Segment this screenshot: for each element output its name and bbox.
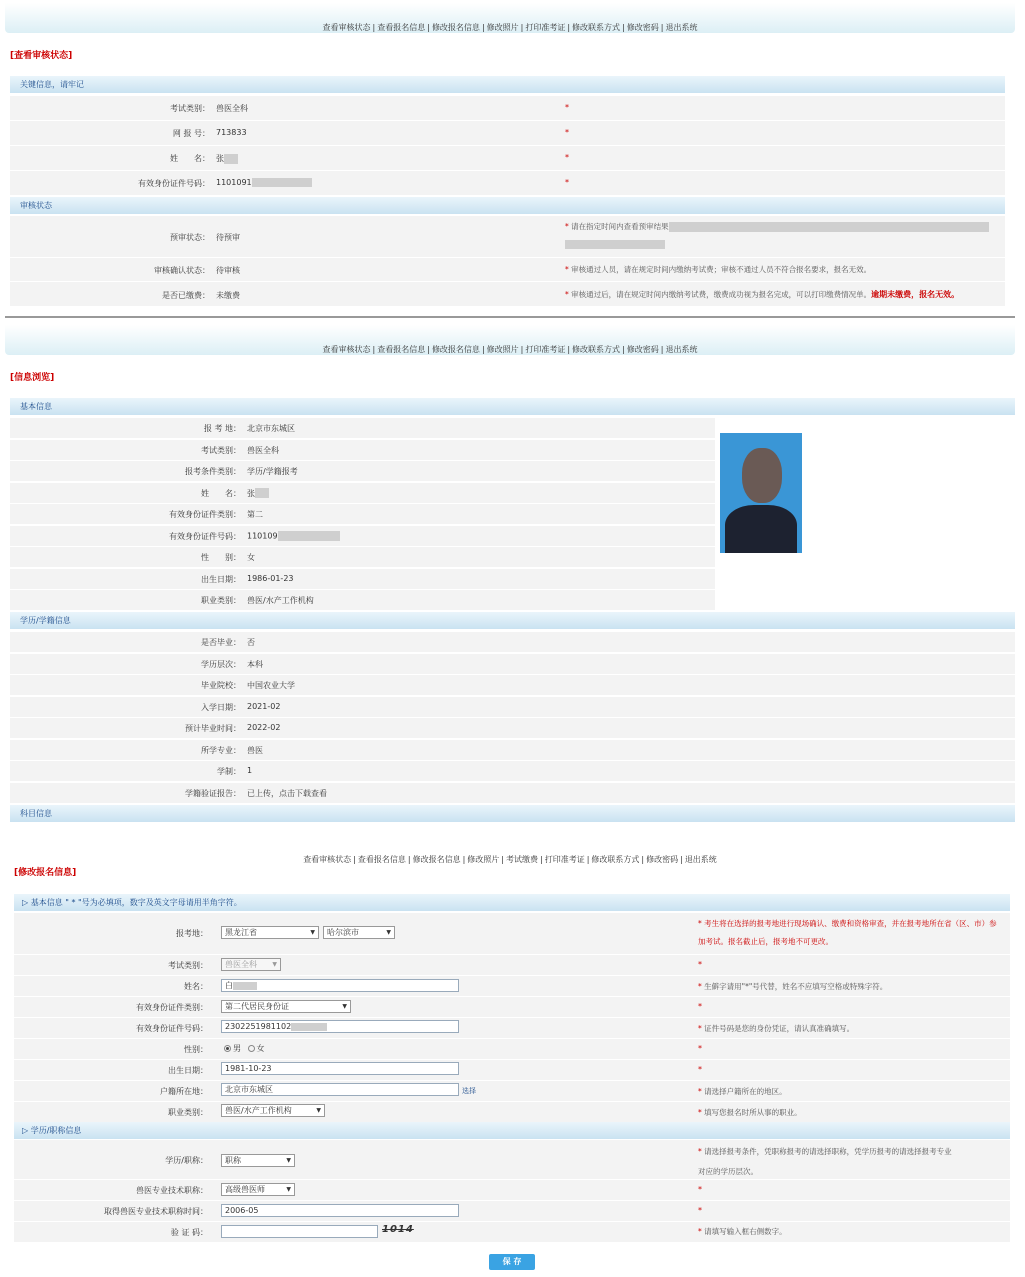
nav-link[interactable]: 查看审核状态: [322, 23, 371, 32]
netno-value: 713833: [216, 128, 247, 137]
captcha-note: [698, 1224, 787, 1240]
info-label: 毕业院校：: [201, 681, 241, 690]
info-value-text: 兽医: [247, 745, 263, 755]
required-mark: *: [698, 960, 702, 969]
nav-link[interactable]: 修改报名信息: [412, 855, 461, 864]
nav-separator: |: [586, 855, 590, 864]
nav-separator: |: [567, 345, 571, 354]
info-value: [247, 745, 263, 756]
job-select[interactable]: [221, 1104, 325, 1117]
required-mark: *: [698, 1065, 702, 1074]
play-icon: ▷: [22, 898, 31, 907]
page-title: [修改报名信息]: [14, 868, 77, 878]
city-select[interactable]: [323, 926, 395, 939]
section-audit-status: 审核状态: [10, 197, 1005, 214]
confirm-note-text: 审核通过人员，请在规定时间内缴纳考试费；审核不通过人员不符合报名要求，报名无效。: [571, 265, 872, 274]
id-label: 有效身份证件号码：: [138, 179, 210, 188]
info-label: 学历层次：: [201, 659, 241, 669]
info-value-text: 中国农业大学: [247, 681, 295, 690]
info-value-text: 北京市东城区: [247, 424, 295, 433]
vettitle-label: 兽医专业技术职称：: [136, 1186, 208, 1195]
pre-note-text: 请在指定时间内查看预审结果: [571, 222, 669, 231]
info-label: 学制：: [217, 767, 241, 776]
info-label: 预计毕业时间：: [185, 724, 241, 733]
male-radio[interactable]: [224, 1045, 231, 1052]
chevron-down-icon: ▼: [272, 961, 277, 968]
info-value: [247, 595, 314, 606]
nav-link[interactable]: 退出系统: [665, 23, 698, 32]
divider: [5, 316, 1015, 318]
info-value: [247, 659, 263, 670]
confirm-label: 审核确认状态：: [154, 266, 210, 275]
idno-note: [698, 1021, 854, 1037]
required-mark: *: [565, 178, 569, 187]
page-title: [信息浏览]: [10, 373, 55, 383]
nav-link[interactable]: 修改报名信息: [431, 345, 480, 354]
birth-input[interactable]: 1981-10-23: [221, 1062, 459, 1075]
top-nav: [5, 325, 1015, 355]
nav-link[interactable]: 修改照片: [486, 23, 519, 32]
female-radio[interactable]: [248, 1045, 255, 1052]
redacted-blur: [291, 1023, 327, 1031]
nav-separator: |: [372, 345, 376, 354]
edu-note-text2: 对应的学历层次。: [698, 1167, 758, 1176]
pre-audit-note: [565, 219, 989, 235]
region-note-text: 考生将在选择的报考地进行现场确认、缴费和资格审查，并在报考地所在省（区、市）参加考试。报名截止后，报考地不可更改。: [698, 919, 997, 946]
region-label: 报考地：: [176, 929, 208, 938]
nav-separator: |: [641, 855, 645, 864]
nav-separator: |: [501, 855, 504, 864]
name-text: 张: [216, 154, 224, 163]
idtype-label: 有效身份证件类别：: [136, 1003, 208, 1012]
info-value-text: 兽医/水产工作机构: [247, 596, 314, 605]
section-basic-info: 基本信息: [10, 398, 1015, 415]
section-key-info: 关键信息，请牢记: [10, 76, 1005, 93]
vettitle-value: 高级兽医师: [225, 1185, 265, 1194]
info-value-text: 本科: [247, 659, 263, 669]
nav-link[interactable]: 查看审核状态: [303, 855, 352, 864]
edu-note-text1: 请选择报考条件，凭职称报考的请选择职称，凭学历报考的请选择报考专业: [704, 1147, 952, 1156]
audit-status-panel: [0, 0, 1025, 320]
paid-value: 未缴费: [216, 291, 240, 300]
info-label: 有效身份证件类别：: [169, 510, 241, 519]
job-note-text: 填写您报名时所从事的职业。: [704, 1108, 802, 1117]
paid-note-text: 审核通过后，请在规定时间内缴纳考试费，缴费成功视为报名完成，可以打印缴费情况单。: [571, 290, 872, 299]
job-note: [698, 1105, 802, 1121]
required-mark: *: [698, 1044, 702, 1053]
name-value: [216, 153, 238, 164]
name-label: 姓 名：: [170, 154, 210, 163]
nav-link[interactable]: 查看报名信息: [357, 855, 406, 864]
male-label: 男: [233, 1044, 241, 1053]
play-icon: ▷: [22, 1126, 31, 1135]
hukou-select-link[interactable]: 选择: [462, 1087, 476, 1095]
exam-type-select: [221, 958, 281, 971]
section-edu-edit: [14, 1122, 1010, 1139]
info-value: [247, 723, 280, 732]
nav-link[interactable]: 修改联系方式: [572, 23, 621, 32]
section-edu-info: 学历/学籍信息: [10, 612, 1015, 629]
edu-note-line1: [698, 1142, 952, 1162]
exam-type-value: 兽医全科: [225, 960, 257, 969]
nav-link[interactable]: 打印准考证: [544, 855, 585, 864]
info-value: [247, 531, 340, 541]
nav-separator: |: [622, 23, 625, 32]
info-value-text: 女: [247, 553, 255, 562]
gettime-input[interactable]: 2006-05: [221, 1204, 459, 1217]
edu-select[interactable]: [221, 1154, 295, 1167]
info-value: [247, 574, 294, 583]
idno-note-text: 证件号码是您的身份凭证，请认真准确填写。: [704, 1024, 855, 1033]
idno-input-value: 2302251981102: [225, 1022, 292, 1031]
required-mark: *: [698, 1087, 702, 1096]
chevron-down-icon: ▼: [286, 1157, 291, 1164]
nav-separator: |: [520, 23, 524, 32]
nav-link[interactable]: 考试缴费: [506, 855, 538, 864]
female-label: 女: [256, 1044, 265, 1053]
info-label: 报 考 地：: [203, 424, 241, 433]
info-value-text: 2022-02: [247, 723, 281, 732]
redacted-blur: [565, 240, 665, 249]
nav-link[interactable]: 打印准考证: [525, 23, 566, 32]
nav-separator: |: [427, 23, 430, 32]
edu-label: 学历/职称：: [165, 1156, 208, 1165]
vettitle-select[interactable]: [221, 1183, 295, 1196]
captcha-image: [382, 1224, 428, 1239]
nav-separator: |: [372, 23, 376, 32]
info-value-text: 1: [247, 766, 253, 775]
nav-separator: |: [427, 345, 430, 354]
chevron-down-icon: ▼: [286, 1186, 291, 1193]
nav-link[interactable]: 修改报名信息: [431, 23, 480, 32]
paid-note-warning: 逾期未缴费，报名无效。: [871, 290, 960, 299]
name-note: [698, 979, 887, 995]
info-value-text: 已上传，点击下载查看: [247, 788, 327, 798]
required-mark: *: [698, 982, 702, 991]
required-mark: *: [698, 919, 702, 928]
province-value: 黑龙江省: [225, 928, 257, 937]
idno-input[interactable]: [221, 1020, 459, 1033]
info-label: 考试类别：: [201, 445, 241, 455]
nav-link[interactable]: 修改联系方式: [591, 855, 640, 864]
nav-separator: |: [520, 345, 524, 354]
candidate-photo: [720, 433, 802, 553]
info-value-text: 张: [247, 488, 255, 498]
nav-link[interactable]: 修改密码: [646, 855, 679, 864]
birth-label: 出生日期：: [168, 1066, 208, 1075]
info-label: 是否毕业：: [201, 638, 241, 647]
sex-label: 性别：: [184, 1045, 208, 1054]
job-value: 兽医/水产工作机构: [225, 1106, 292, 1115]
nav-link[interactable]: 查看报名信息: [377, 345, 426, 354]
redacted-blur: [278, 531, 340, 541]
redacted-blur: [255, 488, 269, 498]
netno-label: 网 报 号：: [172, 129, 210, 138]
sex-radio-group: [224, 1043, 265, 1054]
info-label: 有效身份证件号码：: [169, 531, 241, 541]
chevron-down-icon: ▼: [310, 929, 315, 936]
job-label: 职业类别：: [168, 1108, 208, 1117]
required-mark: *: [698, 1206, 702, 1215]
nav-link[interactable]: 查看审核状态: [322, 345, 371, 354]
nav-link[interactable]: 修改照片: [486, 345, 519, 354]
info-value: [247, 445, 279, 456]
required-mark: *: [565, 153, 569, 162]
info-value-text: 否: [247, 638, 255, 647]
paid-label: 是否已缴费：: [162, 291, 210, 300]
required-mark: *: [565, 103, 569, 112]
section-subject-info: 科目信息: [10, 805, 1015, 822]
info-value: [247, 488, 269, 499]
info-value: [247, 509, 263, 520]
nav-separator: |: [622, 345, 625, 354]
required-mark: *: [698, 1147, 702, 1156]
id-value: [216, 178, 312, 187]
chevron-down-icon: ▼: [316, 1107, 321, 1114]
id-text: 1101091: [216, 178, 252, 187]
edu-note: [698, 1142, 952, 1182]
nav-link[interactable]: 退出系统: [665, 345, 698, 354]
required-mark: *: [565, 290, 569, 299]
gettime-label: 取得兽医专业技术职称时间：: [104, 1207, 208, 1216]
idno-label: 有效身份证件号码：: [136, 1024, 208, 1033]
nav-separator: |: [481, 23, 485, 32]
confirm-value: 待审核: [216, 266, 240, 275]
top-nav: [5, 3, 1015, 33]
top-nav: [5, 835, 1015, 865]
info-value-text: 兽医全科: [247, 445, 279, 455]
info-label: 性 别：: [201, 553, 241, 562]
save-button[interactable]: 保 存: [489, 1254, 535, 1270]
info-label: 所学专业：: [201, 745, 241, 755]
info-value: [247, 702, 280, 711]
nav-separator: |: [462, 855, 466, 864]
hukou-note-text: 请选择户籍所在的地区。: [704, 1087, 787, 1096]
nav-link[interactable]: 打印准考证: [525, 345, 566, 354]
name-label: 姓名：: [184, 982, 208, 991]
captcha-text: 1014: [382, 1224, 414, 1235]
nav-link[interactable]: 修改联系方式: [572, 345, 621, 354]
nav-separator: |: [540, 855, 543, 864]
info-value-text: 110109: [247, 531, 278, 540]
exam-type-value: 兽医全科: [216, 104, 248, 113]
idtype-value: 第二代居民身份证: [225, 1002, 289, 1011]
info-value-text: 第二: [247, 510, 263, 519]
info-label: 姓 名：: [201, 488, 241, 498]
pre-audit-label: 预审状态：: [170, 233, 210, 242]
photo-body: [725, 505, 797, 553]
name-note-text: 生僻字请用"*"号代替，姓名不应填写空格或特殊字符。: [704, 982, 888, 991]
info-label: 职业类别：: [201, 596, 241, 605]
nav-separator: |: [660, 345, 664, 354]
info-value-text: 2021-02: [247, 701, 281, 711]
hukou-input[interactable]: 北京市东城区: [221, 1083, 459, 1096]
name-input-value: 白: [225, 981, 233, 990]
required-mark: *: [698, 1024, 702, 1033]
hukou-note: [698, 1084, 787, 1100]
required-mark: *: [698, 1185, 702, 1194]
info-value-text: 学历/学籍报考: [247, 467, 298, 476]
nav-separator: |: [481, 345, 485, 354]
city-value: 哈尔滨市: [327, 928, 359, 937]
chevron-down-icon: ▼: [386, 929, 391, 936]
info-value: [247, 552, 255, 563]
nav-link[interactable]: 修改密码: [626, 345, 659, 354]
required-mark: *: [565, 222, 569, 231]
captcha-label: 验 证 码：: [170, 1228, 208, 1237]
nav-separator: |: [680, 855, 683, 864]
nav-separator: |: [567, 23, 571, 32]
nav-separator: |: [407, 855, 411, 864]
required-mark: *: [565, 128, 569, 137]
info-value: [247, 637, 255, 648]
captcha-input[interactable]: [221, 1225, 378, 1238]
redacted-blur: [669, 222, 989, 232]
photo-head: [742, 448, 782, 503]
paid-note: [565, 287, 959, 303]
edit-registration-panel: [0, 835, 1025, 1277]
info-value: [247, 680, 295, 691]
section-basic-edit: [14, 894, 1010, 911]
info-browse-panel: [0, 320, 1025, 835]
redacted-blur: [252, 178, 312, 187]
exam-type-label: 考试类别：: [170, 104, 210, 113]
name-input[interactable]: [221, 979, 459, 992]
section-edu-edit-text: 学历/职称信息: [30, 1126, 82, 1135]
exam-type-label: 考试类别：: [168, 961, 208, 970]
info-label: 入学日期：: [201, 702, 241, 712]
info-value-text: 1986-01-23: [247, 573, 294, 583]
required-mark: *: [698, 1002, 702, 1011]
info-label: 学籍验证报告：: [185, 788, 241, 798]
nav-link[interactable]: 修改密码: [626, 23, 659, 32]
info-value[interactable]: [247, 788, 327, 799]
required-mark: *: [698, 1227, 702, 1236]
required-mark: *: [698, 1108, 702, 1117]
info-value: [247, 466, 298, 477]
edu-value: 职称: [225, 1156, 241, 1165]
redacted-blur: [224, 154, 238, 164]
redacted-blur: [233, 982, 257, 990]
info-value: [247, 423, 295, 434]
chevron-down-icon: ▼: [342, 1003, 347, 1010]
hukou-label: 户籍所在地：: [160, 1087, 208, 1096]
info-value: [247, 766, 252, 775]
confirm-note: [565, 262, 871, 278]
page-title: [查看审核状态]: [10, 51, 73, 61]
required-mark: *: [565, 265, 569, 274]
nav-link[interactable]: 修改照片: [467, 855, 500, 864]
info-label: 报考条件类别：: [185, 467, 241, 476]
province-select[interactable]: [221, 926, 319, 939]
nav-link[interactable]: 退出系统: [684, 855, 717, 864]
nav-link[interactable]: 查看报名信息: [377, 23, 426, 32]
nav-separator: |: [660, 23, 664, 32]
pre-audit-value: 待预审: [216, 233, 240, 242]
section-basic-edit-text: 基本信息 " * "号为必填项，数字及英文字母请用半角字符。: [30, 898, 242, 907]
info-label: 出生日期：: [201, 574, 241, 584]
captcha-note-text: 请填写输入框右侧数字。: [704, 1227, 787, 1236]
region-note: [698, 915, 1003, 951]
nav-separator: |: [353, 855, 356, 864]
idtype-select[interactable]: [221, 1000, 351, 1013]
